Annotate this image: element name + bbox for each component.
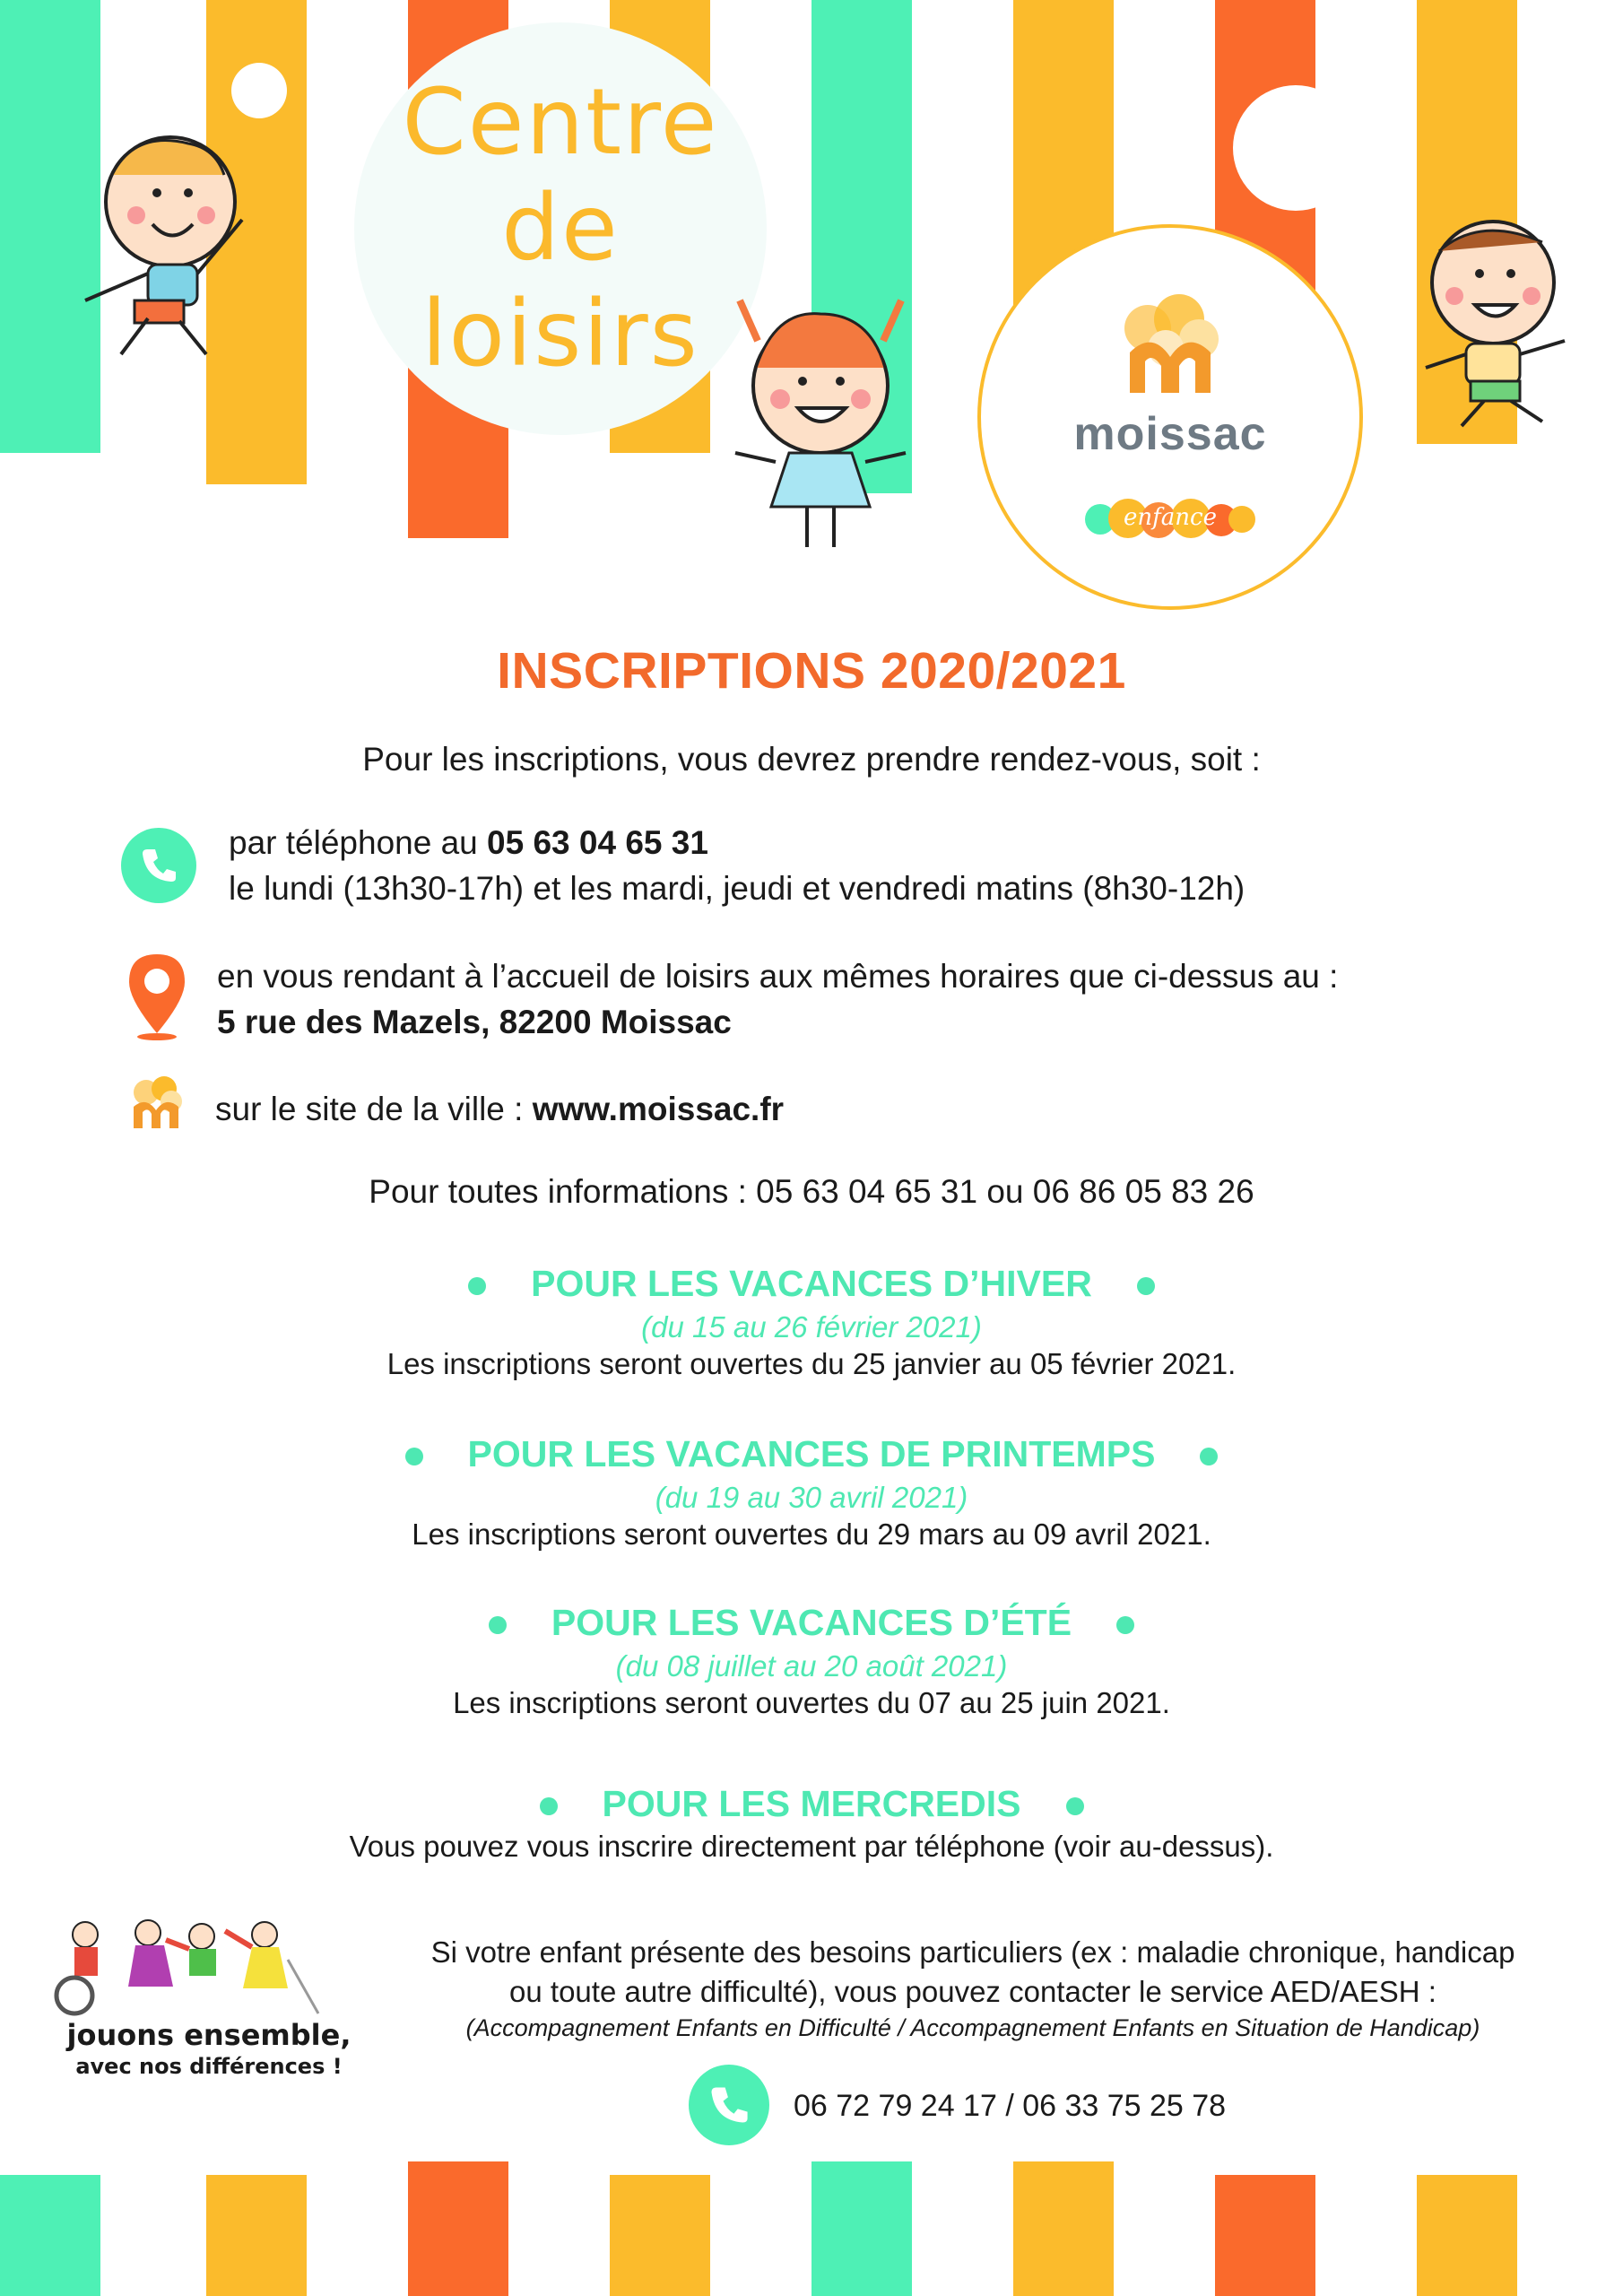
bottom-stripe-7 — [1215, 2175, 1315, 2296]
section-winter-title: POUR LES VACANCES D’HIVER — [0, 1263, 1623, 1305]
bullet-dot — [489, 1616, 507, 1634]
phone-option-prefix: par téléphone au — [229, 824, 488, 861]
phone-option-line1 — [229, 821, 708, 865]
visit-option-line1: en vous rendant à l’accueil de loisirs aux mêmes horaires que ci-dessus au : — [217, 958, 1339, 995]
bullet-dot — [540, 1797, 558, 1815]
special-needs-line3: (Accompagnement Enfants en Difficulté / Accompagnement Enfants en Situation de Handicap) — [465, 2014, 1480, 2041]
bottom-stripe-8 — [1417, 2175, 1517, 2296]
boy-illustration-left — [72, 126, 260, 368]
phone-badge — [121, 828, 196, 903]
web-option-prefix: sur le site de la ville : — [215, 1091, 533, 1127]
section-summer-title: POUR LES VACANCES D’ÉTÉ — [0, 1602, 1623, 1644]
phone-option-number: 05 63 04 65 31 — [487, 824, 708, 861]
phone-option-hours: le lundi (13h30-17h) et les mardi, jeudi et vendredi matins (8h30-12h) — [229, 870, 1245, 907]
web-option — [215, 1087, 784, 1132]
bullet-dot — [1066, 1797, 1084, 1815]
section-spring-dates: (du 19 au 30 avril 2021) — [655, 1481, 968, 1514]
title-badge — [354, 22, 767, 435]
inclusion-kids-illustration — [49, 1915, 363, 2018]
decor-dot-2 — [1233, 85, 1358, 211]
bottom-stripe-2 — [206, 2175, 307, 2296]
inclusion-logo-line2: avec nos différences ! — [75, 2054, 343, 2079]
phone-badge-bottom — [689, 2065, 769, 2145]
bullet-dot — [1116, 1616, 1134, 1634]
bullet-dot — [468, 1277, 486, 1295]
headline: INSCRIPTIONS 2020/2021 — [497, 642, 1126, 700]
bullet-dot — [1137, 1277, 1155, 1295]
title-line-1: Centre — [402, 69, 719, 176]
intro-text: Pour les inscriptions, vous devrez prendre rendez-vous, soit : — [362, 741, 1261, 778]
web-option-url[interactable]: www.moissac.fr — [532, 1091, 785, 1127]
boy-illustration-right — [1399, 211, 1587, 435]
section-wednesday-body: Vous pouvez vous inscrire directement par téléphone (voir au-dessus). — [349, 1830, 1274, 1863]
title-line-3: loisirs — [421, 281, 699, 387]
special-needs-phones: 06 72 79 24 17 / 06 33 75 25 78 — [794, 2089, 1227, 2123]
bottom-stripe-4 — [610, 2175, 710, 2296]
inclusion-logo-line1: jouons ensemble, — [66, 2018, 352, 2052]
girl-illustration — [722, 287, 919, 556]
section-wednesday-title: POUR LES MERCREDIS — [0, 1783, 1623, 1825]
logo-enfance-tag — [1085, 499, 1255, 540]
section-summer-dates: (du 08 juillet au 20 août 2021) — [615, 1649, 1008, 1683]
logo-wordmark: moissac — [1073, 408, 1267, 460]
bottom-stripe-3 — [408, 2161, 508, 2296]
moissac-logo-icon — [1116, 294, 1224, 402]
bottom-stripe-1 — [0, 2175, 100, 2296]
bottom-stripe-6 — [1013, 2161, 1114, 2296]
section-winter-dates: (du 15 au 26 février 2021) — [641, 1310, 982, 1344]
section-spring-title: POUR LES VACANCES DE PRINTEMPS — [0, 1433, 1623, 1475]
special-needs-line2: ou toute autre difficulté), vous pouvez contacter le service AED/AESH : — [509, 1975, 1436, 2008]
info-line: Pour toutes informations : 05 63 04 65 31 ou 06 86 05 83 26 — [369, 1173, 1254, 1210]
section-summer-body: Les inscriptions seront ouvertes du 07 au 25 juin 2021. — [453, 1686, 1170, 1719]
phone-icon — [706, 2082, 752, 2128]
bullet-dot — [405, 1448, 423, 1465]
section-spring-body: Les inscriptions seront ouvertes du 29 mars au 09 avril 2021. — [412, 1518, 1211, 1551]
logo-sub-label: enfance — [1124, 504, 1217, 531]
bullet-dot — [1200, 1448, 1218, 1465]
special-needs-line1: Si votre enfant présente des besoins particuliers (ex : maladie chronique, handicap — [430, 1935, 1515, 1969]
location-pin-icon — [126, 951, 188, 1040]
moissac-logo-badge — [977, 224, 1363, 610]
section-winter-body: Les inscriptions seront ouvertes du 25 janvier au 05 février 2021. — [386, 1347, 1237, 1380]
decor-dot-1 — [231, 63, 287, 118]
phone-icon — [137, 844, 180, 887]
bottom-stripe-5 — [812, 2161, 912, 2296]
moissac-small-logo-icon — [128, 1076, 184, 1132]
title-line-2: de — [501, 175, 620, 282]
visit-option-address: 5 rue des Mazels, 82200 Moissac — [217, 1004, 732, 1040]
